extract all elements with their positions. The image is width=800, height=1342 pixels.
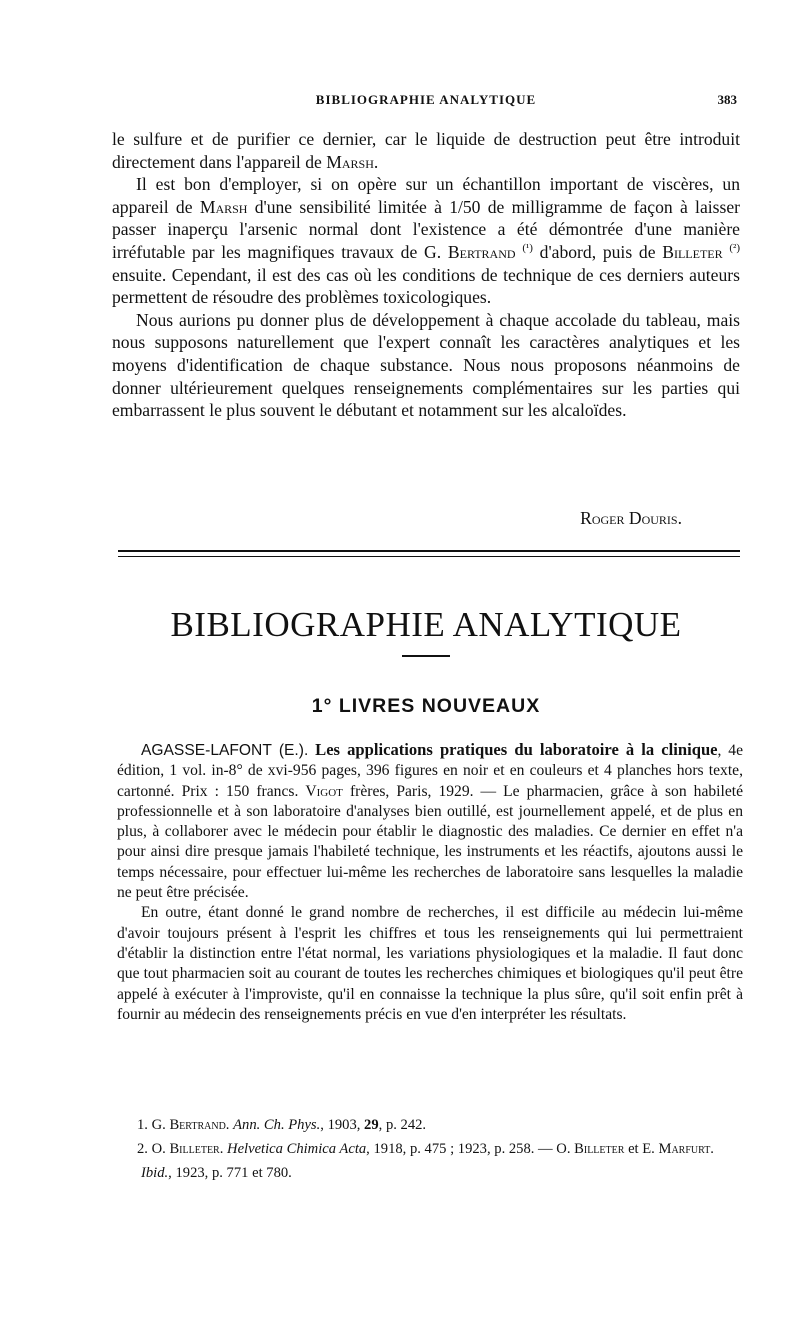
footnote-author: O. Billeter.	[151, 1141, 224, 1157]
footnote-volume: 29	[364, 1117, 379, 1133]
footnote-ref-2: (²)	[729, 242, 741, 255]
review-paragraph-2: En outre, étant donné le grand nombre de recherches, il est difficile au médecin lui-même d'avoir toujours présent à l'esprit les chiffres et tous les renseignements qui lui permettraient d'établir la distinction entre l'état normal, les variations physiologiques et la maladie. Il faut donc que tout pharmacien soit au courant de toutes les recherches chimiques et biologiques qu'il peut être appelé à exécuter à l'improviste, qu'il en connaisse la technique la plus sûre, qu'il soit enfin prêt à fournir au médecin des renseignements précis en vue d'en interpréter les résultats.	[117, 904, 743, 1023]
book-title: Les applications pratiques du laboratoire à la clinique	[315, 740, 718, 759]
review-author: AGASSE-LAFONT (E.).	[141, 742, 309, 759]
text-run: d'une sensibilité limitée à 1/50 de milligramme de façon à laisser passer inaperçu l'arsenic normal dont l'existence a été démontrée d'une manière irréfutable par les magnifiques travaux de G.	[112, 196, 741, 262]
footnote-author: E. Marfurt.	[642, 1141, 714, 1157]
text-run: ensuite. Cependant, il est des cas où les conditions de technique de ces derniers auteurs permettent de résoudre des problèmes toxicologiques.	[112, 264, 740, 308]
footnote-journal: Ann. Ch. Phys.	[233, 1117, 321, 1133]
publisher-name: Vigot	[305, 782, 343, 800]
text-run: et	[624, 1141, 643, 1157]
divider-rule-bottom	[118, 556, 740, 557]
running-head	[115, 92, 737, 112]
name-bertrand: Bertrand	[447, 241, 516, 262]
name-marsh: Marsh	[326, 151, 374, 172]
section-subtitle: 1° LIVRES NOUVEAUX	[311, 695, 541, 717]
paragraph-1	[112, 128, 740, 173]
running-title: BIBLIOGRAPHIE ANALYTIQUE	[315, 92, 537, 107]
section-title: BIBLIOGRAPHIE ANALYTIQUE	[170, 605, 682, 644]
text-run: .	[373, 151, 379, 172]
footnote-number: 2.	[137, 1141, 148, 1157]
footnotes	[117, 1113, 743, 1185]
text-run: , 1918, p. 475 ; 1923, p. 258. —	[366, 1141, 557, 1157]
text-run: le sulfure et de purifier ce dernier, car le liquide de destruction peut être introduit directement dans l'appareil de	[112, 129, 740, 172]
signature: Roger Douris.	[580, 508, 682, 528]
footnote-author: G. Bertrand.	[151, 1117, 230, 1133]
book-review	[117, 740, 743, 1025]
page-number: 383	[717, 92, 737, 107]
footnote-ibid: Ibid.	[141, 1165, 169, 1181]
text-run: , 1903,	[320, 1117, 365, 1133]
footnote-journal: Helvetica Chimica Acta	[227, 1141, 367, 1157]
text-run: , 4e édition, 1 vol. in-8° de xvi-956 pages, 396 figures en noir et en couleurs et 4 planches hors texte, cartonné. Prix : 150 francs.	[117, 742, 743, 800]
paragraph-2	[112, 173, 740, 309]
footnote-number: 1.	[137, 1117, 148, 1133]
paragraph-3: Nous aurions pu donner plus de développement à chaque accolade du tableau, mais nous supposons naturellement que l'expert connaît les caractères analytiques et les moyens d'identification de chaque substance. Nous nous proposons néanmoins de donner ultérieurement quelques renseignements complémentaires sur les parties qui embarrassent le plus souvent le débutant et notamment sur les alcaloïdes.	[112, 309, 740, 421]
footnote-author: O. Billeter	[556, 1141, 625, 1157]
top-text	[112, 128, 740, 422]
footnote-1	[117, 1113, 743, 1137]
name-marsh: Marsh	[199, 196, 248, 217]
text-run: frères, Paris, 1929. — Le pharmacien, grâce à son habileté professionnelle et à son laboratoire d'analyses bien outillé, est journellement appelé, et de plus en plus, à collaborer avec le médecin pour établir le diagnostic des maladies. Ce dernier en effet n'a pour ainsi dire presque jamais l'habileté technique, les instruments et les réactifs, ajoutons aussi le temps nécessaire, pour effectuer lui-même les recherches de laboratoire sans lesquelles la maladie ne peut être précisée.	[117, 782, 744, 902]
name-billeter: Billeter	[662, 241, 723, 262]
review-paragraph-1	[117, 740, 743, 903]
text-run: d'abord, puis de	[532, 241, 663, 262]
text-run: , p. 242.	[378, 1117, 427, 1133]
divider-rule-top	[118, 550, 740, 552]
text-run: Il est bon d'employer, si on opère sur un échantillon important de viscères, un appareil de	[112, 174, 740, 217]
footnote-ref-1: (¹)	[522, 242, 533, 255]
title-underline	[402, 655, 450, 657]
text-run: , 1923, p. 771 et 780.	[168, 1165, 292, 1181]
footnote-2	[117, 1137, 743, 1185]
